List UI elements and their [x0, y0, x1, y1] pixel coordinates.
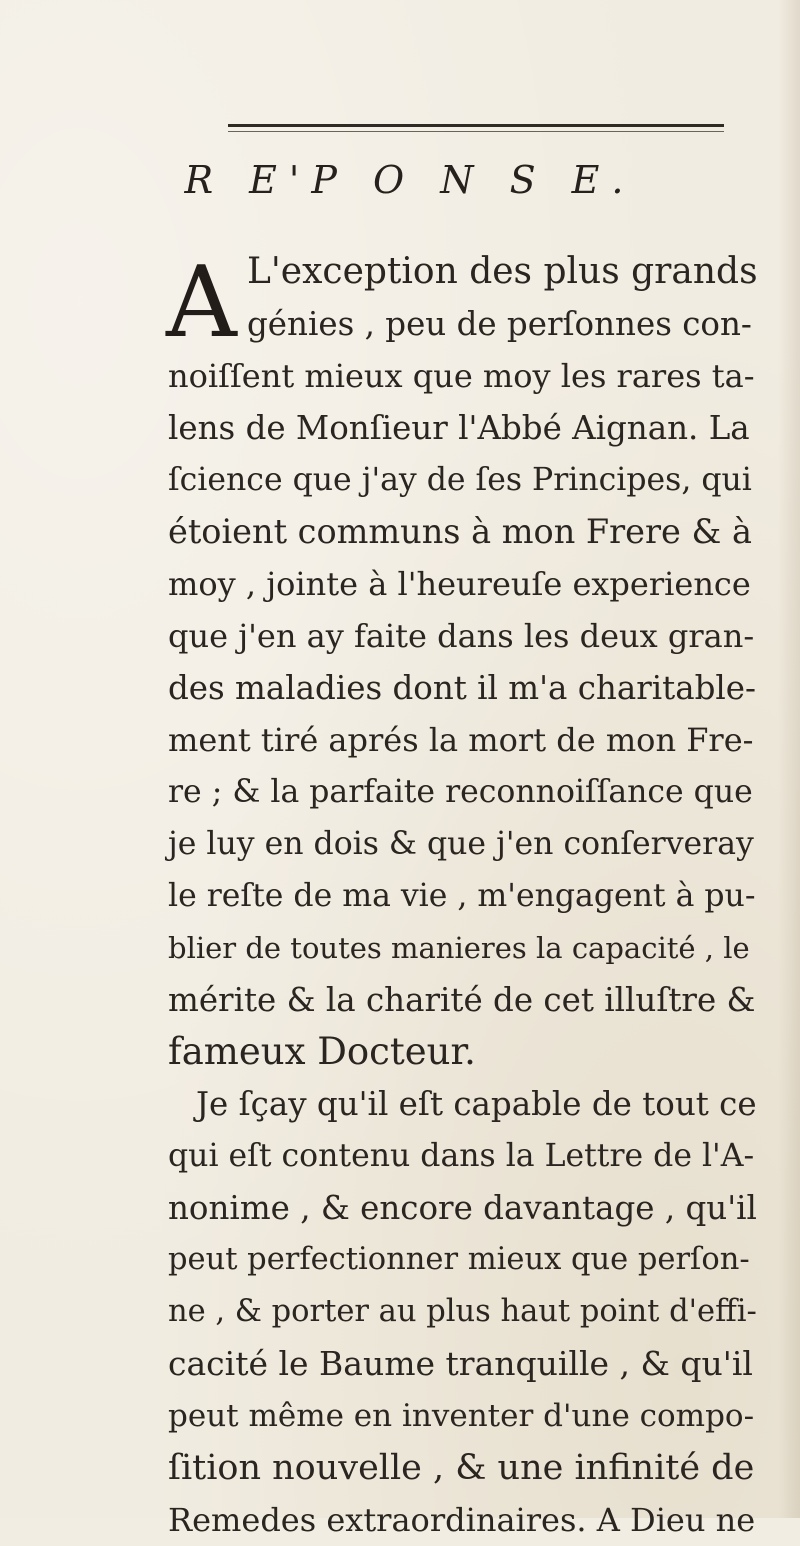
- text-line: cacité le Baume tranquille , & qu'il: [168, 1344, 753, 1383]
- text-line: je luy en dois & que j'en conſerveray: [168, 826, 754, 862]
- text-line: génies , peu de perſonnes con-: [247, 305, 752, 343]
- header-rule-thin: [228, 131, 724, 132]
- header-rule: [228, 124, 724, 127]
- text-line: ſition nouvelle , & une infinité de: [168, 1448, 755, 1488]
- text-line: étoient communs à mon Frere & à: [168, 512, 752, 551]
- text-line: que j'en ay faite dans les deux gran-: [168, 617, 755, 655]
- text-line: Je ſçay qu'il eſt capable de tout ce: [196, 1085, 757, 1123]
- text-line: mérite & la charité de cet illuſtre &: [168, 981, 756, 1019]
- text-line: noiſſent mieux que moy les rares ta-: [168, 357, 755, 395]
- text-line: fameux Docteur.: [168, 1030, 476, 1073]
- text-line: ment tiré aprés la mort de mon Fre-: [168, 721, 754, 759]
- page-title: R E'P O N S E.: [184, 158, 636, 202]
- text-line: peut perfectionner mieux que perſon-: [168, 1242, 750, 1277]
- drop-cap: A: [166, 246, 237, 360]
- body-text: [168, 246, 758, 1546]
- text-line: qui eſt contenu dans la Lettre de l'A-: [168, 1138, 755, 1174]
- text-line: nonime , & encore davantage , qu'il: [168, 1189, 757, 1227]
- text-line: le reſte de ma vie , m'engagent à pu-: [168, 878, 756, 914]
- text-line: re ; & la parfaite reconnoiſſance que: [168, 774, 753, 810]
- text-line: ne , & porter au plus haut point d'effi-: [168, 1294, 757, 1329]
- text-line: ſcience que j'ay de ſes Principes, qui: [168, 462, 752, 498]
- text-line: moy , jointe à l'heureuſe experience: [168, 565, 751, 603]
- text-line: des maladies dont il m'a charitable-: [168, 669, 757, 707]
- text-line: lens de Monſieur l'Abbé Aignan. La: [168, 409, 750, 447]
- text-line: L'exception des plus grands: [247, 251, 758, 292]
- text-line: blier de toutes manieres la capacité , le: [168, 931, 750, 965]
- text-line: Remedes extraordinaires. A Dieu ne: [168, 1501, 756, 1539]
- page-edge-shadow: [778, 0, 800, 1518]
- text-line: peut même en inventer d'une compo-: [168, 1398, 755, 1434]
